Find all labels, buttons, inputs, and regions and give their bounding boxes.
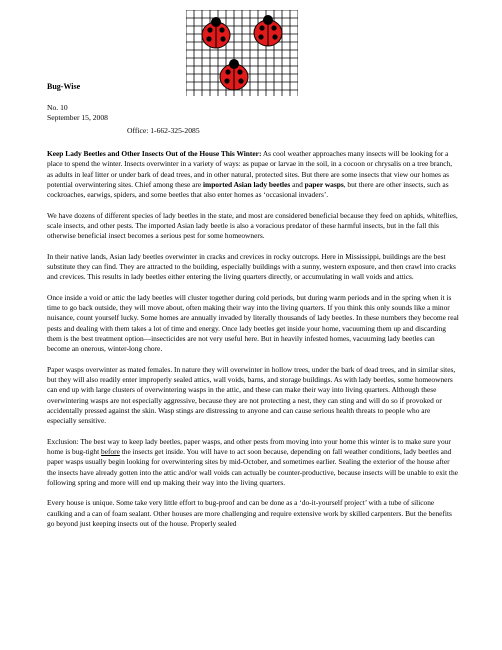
article-body (47, 149, 459, 540)
article-heading: Keep Lady Beetles and Other Insects Out of the House This Winter: (47, 149, 262, 158)
paragraph-inside-void: Once inside a void or attic the lady beetles will cluster together during cold periods, but during warm periods and in the spring when it is time to go back outside, they will move about, often making their way into the living quarters. If you think this only sounds like a minor nuisance, count yourself lucky. Some homes are annually invaded by literally thousands of lady beetles. In these numbers they become real pests and dealing with them takes a lot of time and energy. Once lady beetles get inside your home, vacuuming them up and discarding them is the best treatment option—insecticides are not very useful here. But in heavily infested homes, vacuuming lady beetles can become an onerous, winter-long chore. (47, 292, 459, 354)
paragraph-species: We have dozens of different species of lady beetles in the state, and most are considered beneficial because they feed on aphids, whiteflies, scale insects, and other pests. The imported Asian lady beetle is also a voracious predator of these harmful insects, but in the fall this otherwise beneficial insect becomes a serious pest for some homeowners. (47, 210, 458, 241)
office-phone: Office: 1-662-325-2085 (127, 126, 200, 135)
underlined-before: before (101, 447, 120, 457)
paragraph-exclusion (47, 437, 459, 488)
issue-date: September 15, 2008 (47, 113, 108, 122)
highlight-paper-wasps: paper wasps (304, 179, 344, 189)
paragraph-native-lands: In their native lands, Asian lady beetles overwinter in cracks and crevices in rocky outcrops. Here in Mississippi, buildings are the best substitute they can find. They are attracted to the building, especially buildings with a sunny, western exposure, and then crawl into cracks and crevices. This results in lady beetles either entering the living quarters directly, or accumulating in wall voids and attics. (47, 251, 456, 282)
intro-text-and: and (290, 179, 305, 189)
paragraph-every-house: Every house is unique. Some take very little effort to bug-proof and can be done as a ‘do-it-yourself project’ with a tube of silicone caulking and a can of foam sealant. Other houses are more challenging and require extensive work by skilled carpenters. But the benefits go beyond just keeping insects out of the house. Properly sealed (47, 498, 452, 529)
highlight-asian-lady-beetles: imported Asian lady beetles (202, 179, 291, 189)
exclusion-text: Exclusion: The best way to keep lady beetles, paper wasps, and other pests from moving into your home this winter is to make sure your home is bug-tight (47, 436, 451, 457)
ladybug-icon (220, 59, 248, 90)
ladybug-grid-logo (186, 10, 298, 96)
intro-text-end: , but there are other insects, such as cockroaches, earwigs, spiders, and some beetles that also enter homes as ‘occasional invaders’. (47, 179, 449, 200)
exclusion-text-end: the insects get inside. You will have to act soon because, depending on fall weather conditions, lady beetles and paper wasps usually begin looking for overwintering sites by mid-October, and sometimes earlier. Sealing the exterior of the house after the insects have already gotten into the attic and/or wall voids can actually be counter-productive, because insects will be unable to exit the following spring and more will end up making their way into the living quarters. (47, 447, 458, 487)
newsletter-title: Bug-Wise (47, 82, 81, 91)
paragraph-intro (47, 149, 459, 200)
intro-text: As cool weather approaches many insects will be looking for a place to spend the winter. Insects overwinter in a variety of ways: as pupae or larvae in the soil, in a cocoon or chrysalis on a tree branch, as adults in leaf litter or under bark of dead trees, and in other natural, protected sites. But there are some insects that view our homes as potential overwintering sites. Chief among these are (47, 149, 453, 189)
paragraph-paper-wasps: Paper wasps overwinter as mated females. In nature they will overwinter in hollow trees, under the bark of dead trees, and in similar sites, but they will also readily enter improperly sealed attics, wall voids, barns, and storage buildings. As with lady beetles, some homeowners can end up with large clusters of overwintering wasps in the attic, and these can make their way into living quarters. Although these overwintering wasps are not especially aggressive, because they are not protecting a nest, they can sting and will do so if provoked or accidentally pressed against the skin. Wasp stings are distressing to anyone and can cause serious health threats to people who are especially sensitive. (47, 364, 456, 426)
issue-number: No. 10 (47, 103, 68, 112)
